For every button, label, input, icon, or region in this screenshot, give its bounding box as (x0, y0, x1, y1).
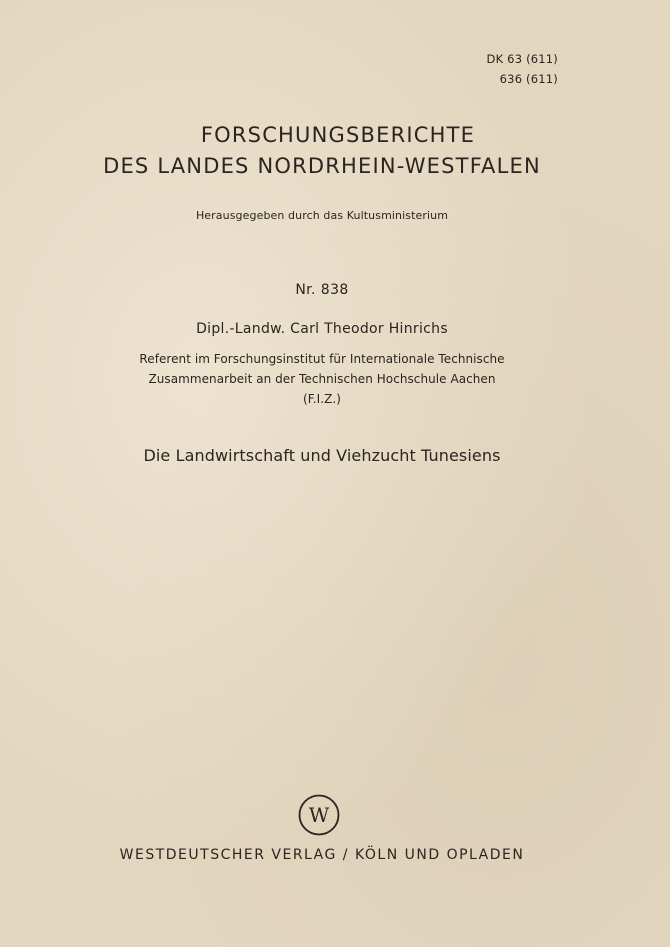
classification-line-1: DK 63 (611) (486, 52, 558, 66)
classification-codes (487, 49, 558, 89)
book-title: Die Landwirtschaft und Viehzucht Tunesiens (143, 446, 501, 465)
author-name: Dipl.-Landw. Carl Theodor Hinrichs (196, 321, 448, 337)
publisher-logo-letter: W (308, 803, 330, 827)
affiliation-line-3: (F.I.Z.) (303, 392, 341, 406)
series-title-line-2: DES LANDES NORDRHEIN-WESTFALEN (103, 154, 541, 178)
affiliation-line-1: Referent im Forschungsinstitut für Internationale Technische (139, 352, 505, 366)
series-title-line-1: FORSCHUNGSBERICHTE (200, 123, 476, 147)
editor-note: Herausgegeben durch das Kultusministerium (195, 209, 449, 222)
publisher-name: WESTDEUTSCHER VERLAG / KÖLN UND OPLADEN (119, 847, 525, 863)
classification-line-2: 636 (611) (499, 72, 558, 86)
publisher-logo-icon (297, 793, 341, 837)
report-number: Nr. 838 (295, 282, 349, 298)
affiliation-line-2: Zusammenarbeit an der Technischen Hochschule Aachen (148, 372, 496, 386)
